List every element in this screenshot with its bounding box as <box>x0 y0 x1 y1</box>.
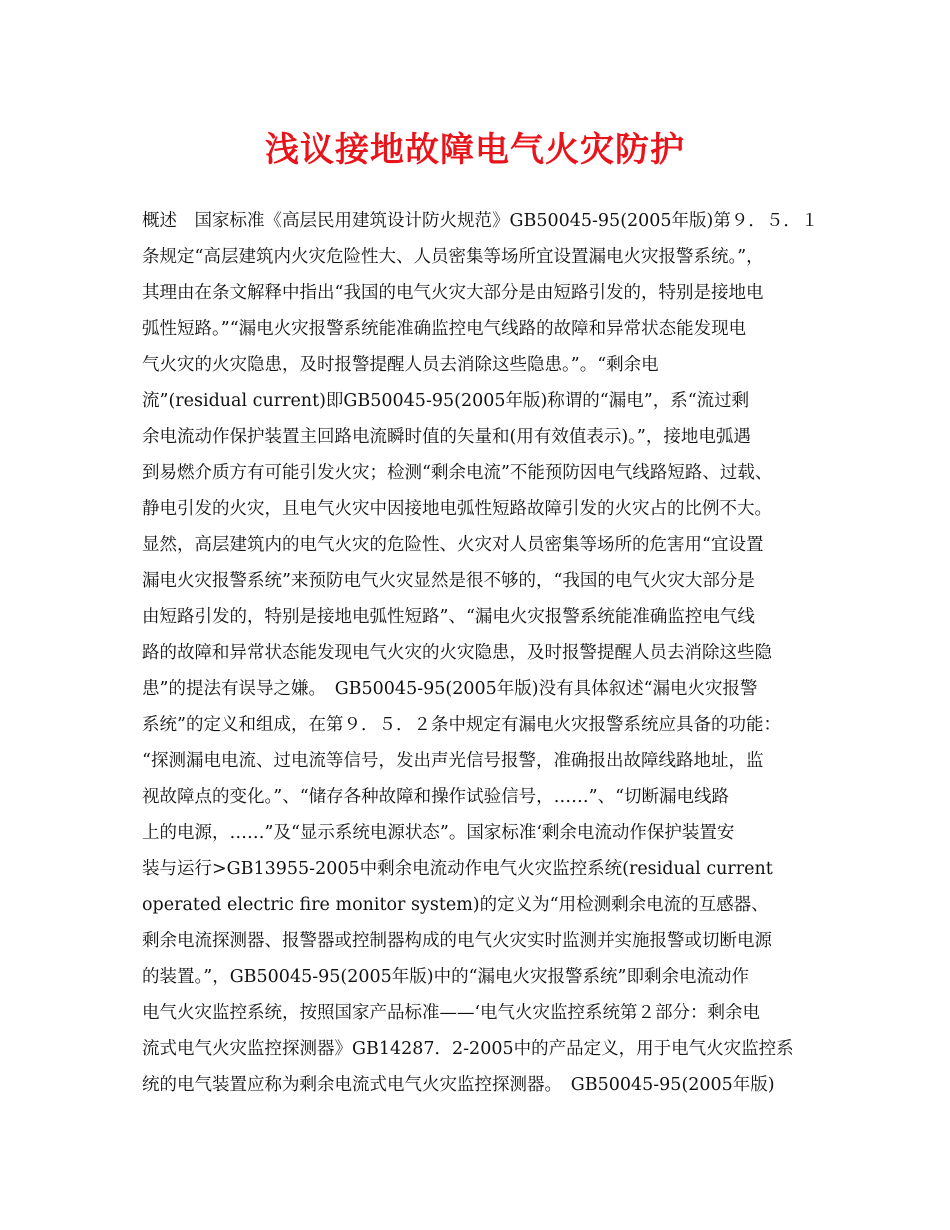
body-line: 视故障点的变化。”、“储存各种故障和操作试验信号，……”、“切断漏电线路 <box>142 787 730 807</box>
document-title: 浅议接地故障电气火灾防护 <box>265 130 685 170</box>
body-line: 统的电气装置应称为剩余电流式电气火灾监控探测器。 GB50045-95(2005年版) <box>142 1075 775 1095</box>
body-line: 弧性短路。”“漏电火灾报警系统能准确监控电气线路的故障和异常状态能发现电 <box>142 319 747 339</box>
body-line: “探测漏电电流、过电流等信号，发出声光信号报警，准确报出故障线路地址，监 <box>142 751 764 771</box>
body-line: 系统”的定义和组成，在第９．５．２条中规定有漏电火灾报警系统应具备的功能： <box>142 715 781 735</box>
body-line: 气火灾的火灾隐患，及时报警提醒人员去消除这些隐患。”。“剩余电 <box>142 355 659 375</box>
body-line: 余电流动作保护装置主回路电流瞬时值的矢量和(用有效值表示)。”，接地电弧遇 <box>142 427 751 447</box>
body-line: 到易燃介质方有可能引发火灾；检测“剩余电流”不能预防因电气线路短路、过载、 <box>142 463 773 483</box>
body-line: 患”的提法有误导之嫌。 GB50045-95(2005年版)没有具体叙述“漏电火灾报警 <box>142 679 758 699</box>
body-line: 剩余电流探测器、报警器或控制器构成的电气火灾实时监测并实施报警或切断电源 <box>142 931 772 951</box>
body-line: 的装置。”，GB50045-95(2005年版)中的“漏电火灾报警系统”即剩余电流动作 <box>142 967 749 987</box>
body-line: 电气火灾监控系统，按照国家产品标准——‘电气火灾监控系统第２部分：剩余电 <box>142 1003 761 1023</box>
body-line: 条规定“高层建筑内火灾危险性大、人员密集等场所宜设置漏电火灾报警系统。”， <box>142 247 764 267</box>
body-line: 漏电火灾报警系统”来预防电气火灾显然是很不够的，“我国的电气火灾大部分是 <box>142 571 755 591</box>
body-line: 上的电源，……”及“显示系统电源状态”。国家标准‘剩余电流动作保护装置安 <box>142 823 735 843</box>
body-line: 其理由在条文解释中指出“我国的电气火灾大部分是由短路引发的，特别是接地电 <box>142 283 764 303</box>
body-line: operated electric fire monitor system)的定义为“用检测剩余电流的互感器、 <box>142 895 769 915</box>
document-body <box>142 203 842 1103</box>
body-line: 路的故障和异常状态能发现电气火灾的火灾隐患，及时报警提醒人员去消除这些隐 <box>142 643 772 663</box>
body-line: 由短路引发的，特别是接地电弧性短路”、“漏电火灾报警系统能准确监控电气线 <box>142 607 755 627</box>
body-line: 流”(residual current)即GB50045-95(2005年版)称谓的“漏电”，系“流过剩 <box>142 391 750 411</box>
body-line: 静电引发的火灾，且电气火灾中因接地电弧性短路故障引发的火灾占的比例不大。 <box>142 499 772 519</box>
body-line: 流式电气火灾监控探测器》GB14287．2-2005中的产品定义，用于电气火灾监控系 <box>142 1039 794 1059</box>
body-line: 概述 国家标准《高层民用建筑设计防火规范》GB50045-95(2005年版)第９．５．１ <box>142 211 819 231</box>
body-line: 装与运行>GB13955-2005中剩余电流动作电气火灾监控系统(residual current <box>142 859 773 879</box>
body-line: 显然，高层建筑内的电气火灾的危险性、火灾对人员密集等场所的危害用“宜设置 <box>142 535 764 555</box>
